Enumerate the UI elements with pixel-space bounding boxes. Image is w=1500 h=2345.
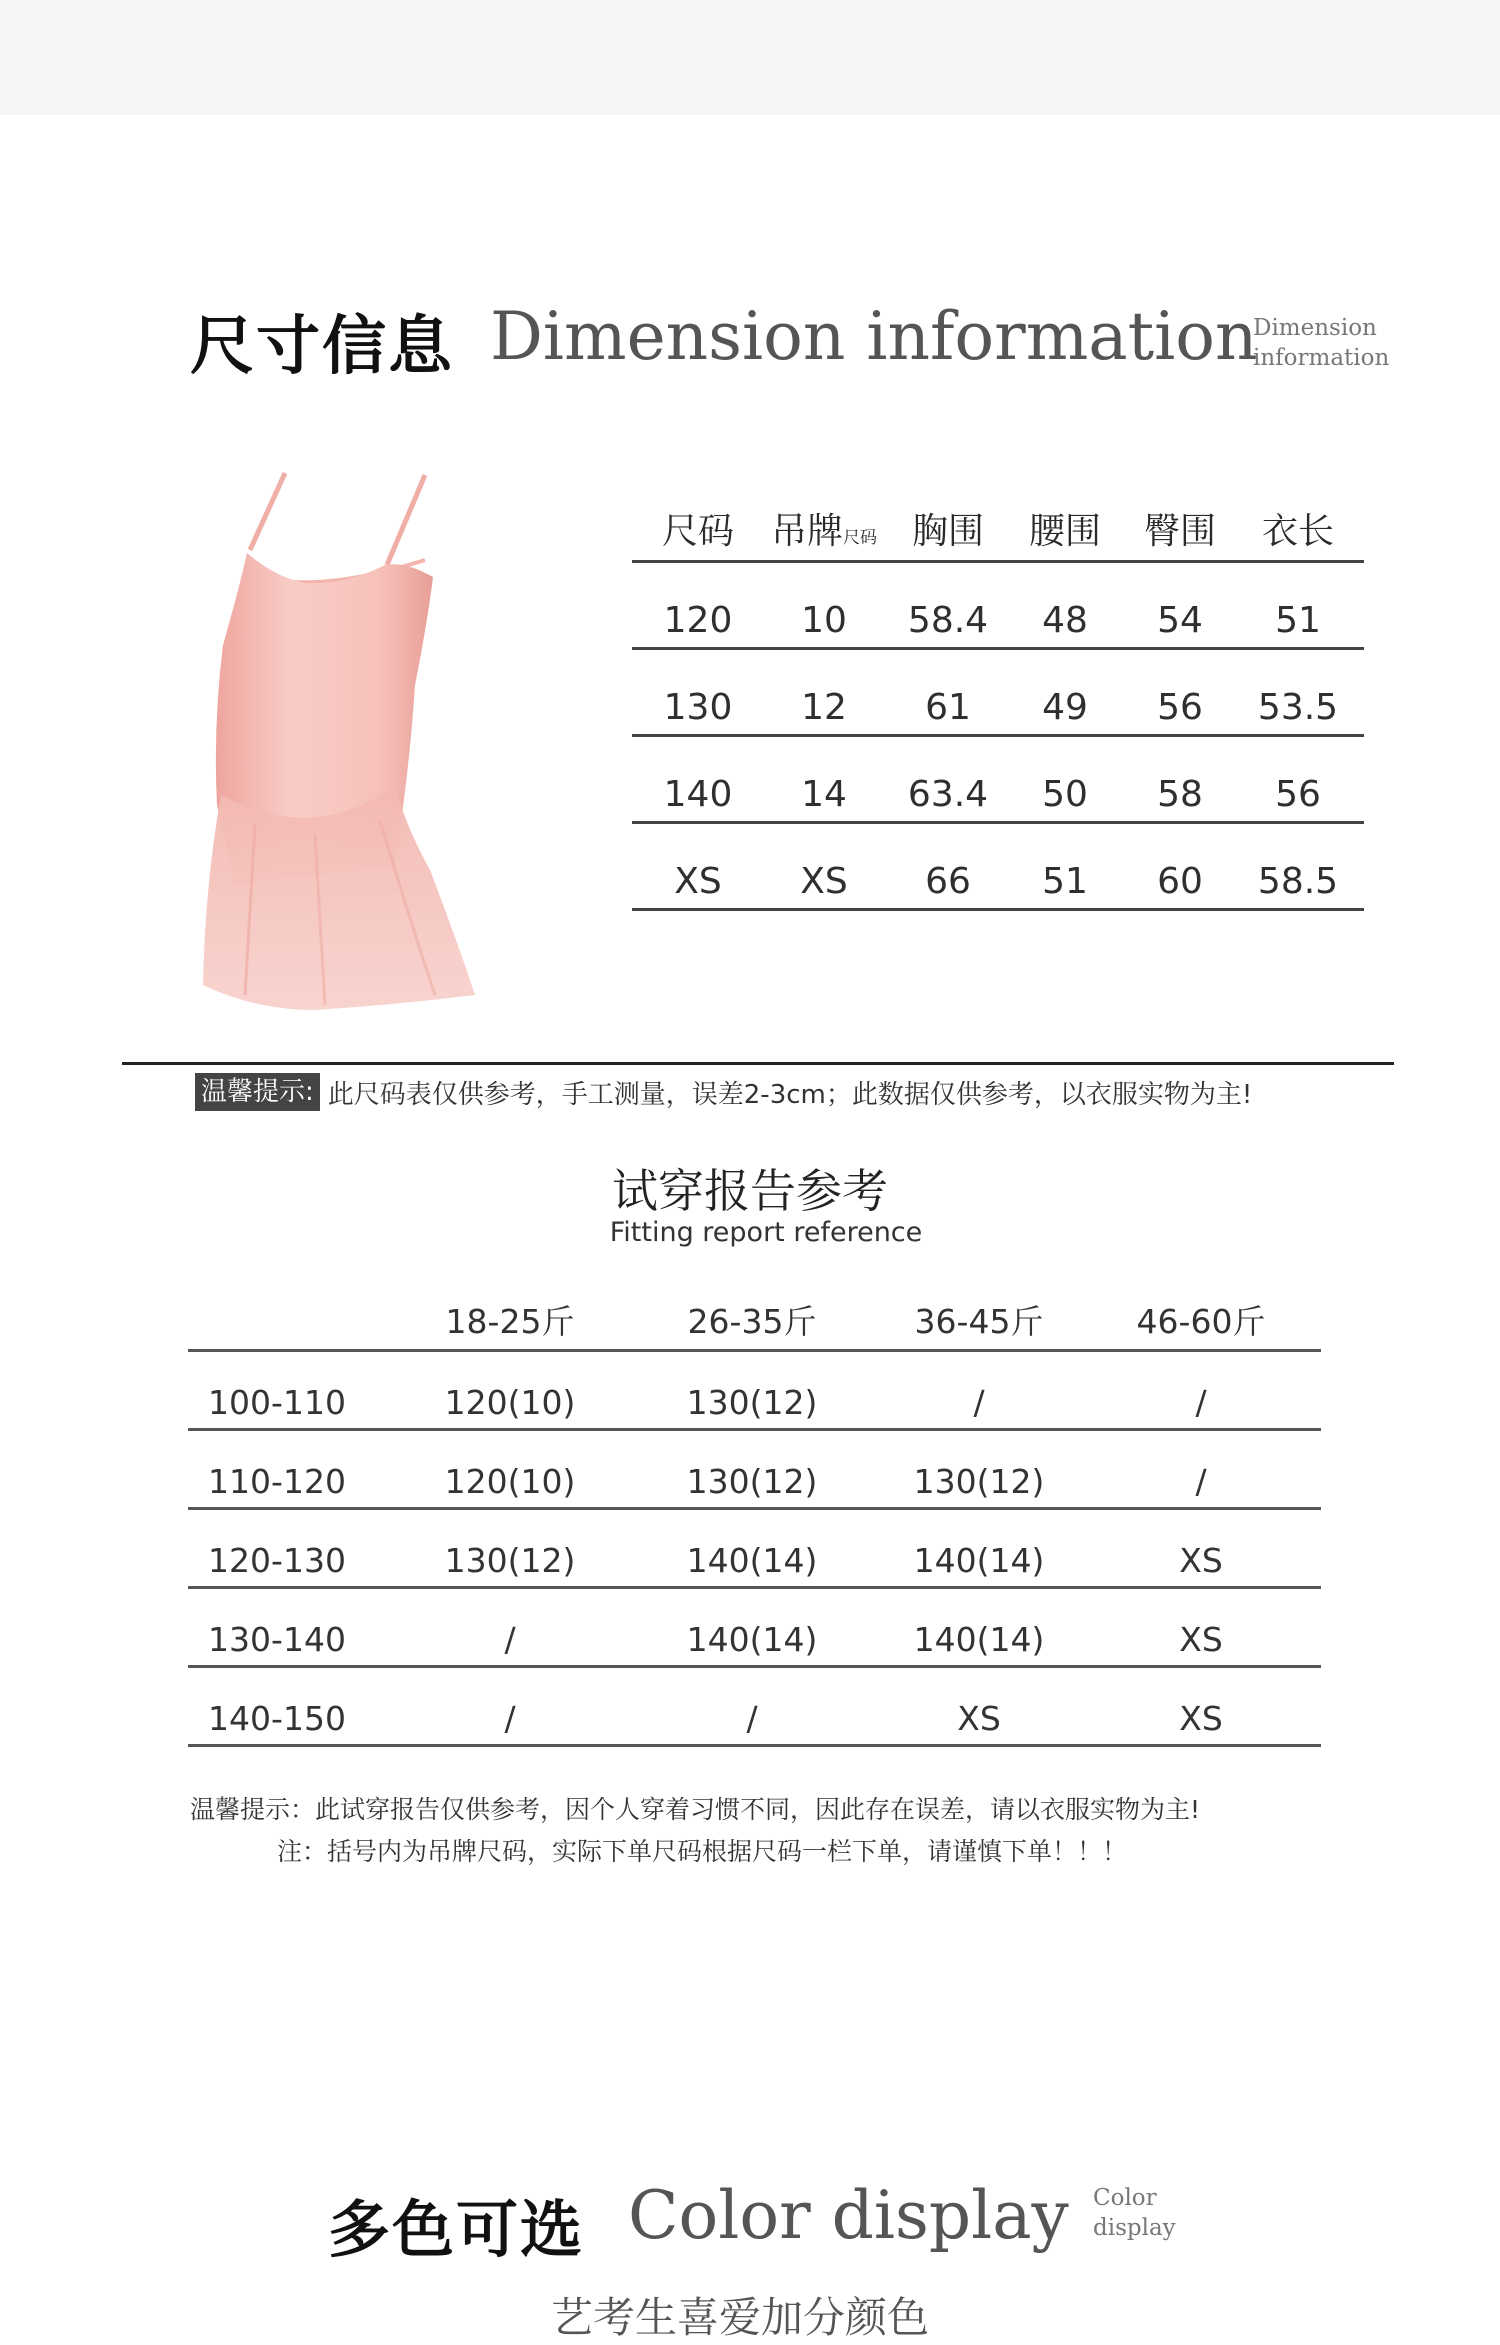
table-cell: 63.4: [907, 774, 989, 815]
table-cell: 53.5: [1257, 687, 1339, 728]
bracket-note: 注：括号内为吊牌尺码，实际下单尺码根据尺码一栏下单，请谨慎下单！！！: [277, 1837, 1128, 1866]
table-cell: 54: [1157, 600, 1203, 641]
strap-right: [387, 475, 425, 565]
table-cell: 140(14): [913, 1541, 1045, 1580]
table-cell: 49: [1042, 687, 1088, 728]
table-row: [188, 1589, 1321, 1668]
table-cell: 120(10): [444, 1383, 576, 1422]
table-cell: 58.5: [1257, 861, 1339, 902]
fitting-title: 试穿报告参考: [612, 1164, 888, 1218]
table-cell: 56: [1157, 687, 1203, 728]
header-weight: 46-60斤: [1136, 1302, 1266, 1341]
fitting-subtitle: Fitting report reference: [609, 1217, 923, 1248]
height-cell: 120-130: [208, 1541, 346, 1580]
header-chest: 胸围: [911, 511, 985, 552]
size-table: [632, 495, 1364, 911]
table-cell: 120(10): [444, 1462, 576, 1501]
table-cell: 140: [663, 774, 733, 815]
color-small-line1: Color: [1093, 2185, 1157, 2211]
table-cell: 58.4: [907, 600, 989, 641]
table-cell: 51: [1275, 600, 1321, 641]
table-cell: /: [746, 1699, 758, 1738]
header-hip: 臀围: [1143, 511, 1217, 552]
table-row: [188, 1510, 1321, 1589]
strap-left: [250, 473, 285, 550]
table-cell: XS: [957, 1699, 1001, 1738]
tip-text: 此尺码表仅供参考，手工测量，误差2-3cm；此数据仅供参考，以衣服实物为主!: [327, 1079, 1253, 1110]
table-cell: 56: [1275, 774, 1321, 815]
color-small-line2: display: [1093, 2215, 1176, 2241]
table-cell: 60: [1157, 861, 1203, 902]
dimension-small-line2: information: [1253, 345, 1390, 371]
dimension-title-en: Dimension information: [490, 298, 1258, 375]
table-cell: /: [973, 1383, 985, 1422]
table-cell: 130(12): [686, 1462, 818, 1501]
table-cell: 61: [925, 687, 971, 728]
table-cell: 66: [925, 861, 971, 902]
table-cell: 58: [1157, 774, 1203, 815]
table-cell: 120: [663, 600, 733, 641]
table-cell: /: [504, 1699, 516, 1738]
table-cell: 130: [663, 687, 733, 728]
table-cell: 140(14): [913, 1620, 1045, 1659]
table-cell: 14: [801, 774, 847, 815]
table-cell: 130(12): [686, 1383, 818, 1422]
table-cell: XS: [1179, 1620, 1223, 1659]
color-title-zh: 多色可选: [328, 2193, 585, 2266]
dress-skirt: [203, 785, 475, 1010]
table-row: [632, 737, 1364, 824]
dimension-title-zh: 尺寸信息: [190, 310, 454, 384]
table-cell: 51: [1042, 861, 1088, 902]
size-table-header: [632, 495, 1364, 563]
table-cell: XS: [674, 861, 722, 902]
table-cell: 10: [801, 600, 847, 641]
fitting-note: 温馨提示：此试穿报告仅供参考，因个人穿着习惯不同，因此存在误差，请以衣服实物为主!: [190, 1795, 1201, 1824]
tip-badge: 温馨提示:: [195, 1073, 320, 1111]
header-size: 尺码: [661, 511, 735, 552]
table-row: [188, 1668, 1321, 1747]
size-tip: [195, 1073, 1252, 1111]
height-cell: 110-120: [208, 1462, 346, 1501]
table-cell: /: [504, 1620, 516, 1659]
table-cell: XS: [1179, 1541, 1223, 1580]
table-cell: 130(12): [913, 1462, 1045, 1501]
header-length: 衣长: [1261, 511, 1335, 552]
header-weight: 36-45斤: [914, 1302, 1044, 1341]
height-cell: 140-150: [208, 1699, 346, 1738]
header-weight: 26-35斤: [687, 1302, 817, 1341]
color-tagline: 艺考生喜爱加分颜色: [550, 2293, 929, 2342]
fitting-table: [188, 1292, 1321, 1747]
table-cell: XS: [1179, 1699, 1223, 1738]
header-tag-sub: 尺码: [843, 528, 878, 548]
table-cell: 140(14): [686, 1620, 818, 1659]
table-row: [188, 1431, 1321, 1510]
header-waist: 腰围: [1028, 511, 1102, 552]
header-weight: 18-25斤: [445, 1302, 575, 1341]
fitting-table-header: [188, 1292, 1321, 1352]
table-cell: 50: [1042, 774, 1088, 815]
dimension-small-line1: Dimension: [1253, 315, 1377, 341]
table-row: [632, 563, 1364, 650]
dimension-small-label: [1253, 313, 1389, 373]
table-cell: 48: [1042, 600, 1088, 641]
table-row: [632, 650, 1364, 737]
section-divider: [122, 1062, 1394, 1065]
header-tag: [771, 503, 877, 554]
table-row: [632, 824, 1364, 911]
table-cell: XS: [800, 861, 848, 902]
table-row: [188, 1352, 1321, 1431]
table-cell: 12: [801, 687, 847, 728]
color-small-label: [1093, 2183, 1176, 2243]
top-bar: [0, 0, 1500, 115]
height-cell: 130-140: [208, 1620, 346, 1659]
table-cell: 140(14): [686, 1541, 818, 1580]
table-cell: /: [1195, 1462, 1207, 1501]
table-cell: 130(12): [444, 1541, 576, 1580]
dress-image: [195, 465, 515, 1030]
height-cell: 100-110: [208, 1383, 346, 1422]
table-cell: /: [1195, 1383, 1207, 1422]
header-tag-main: 吊牌: [770, 511, 844, 552]
color-title-en: Color display: [628, 2177, 1069, 2254]
